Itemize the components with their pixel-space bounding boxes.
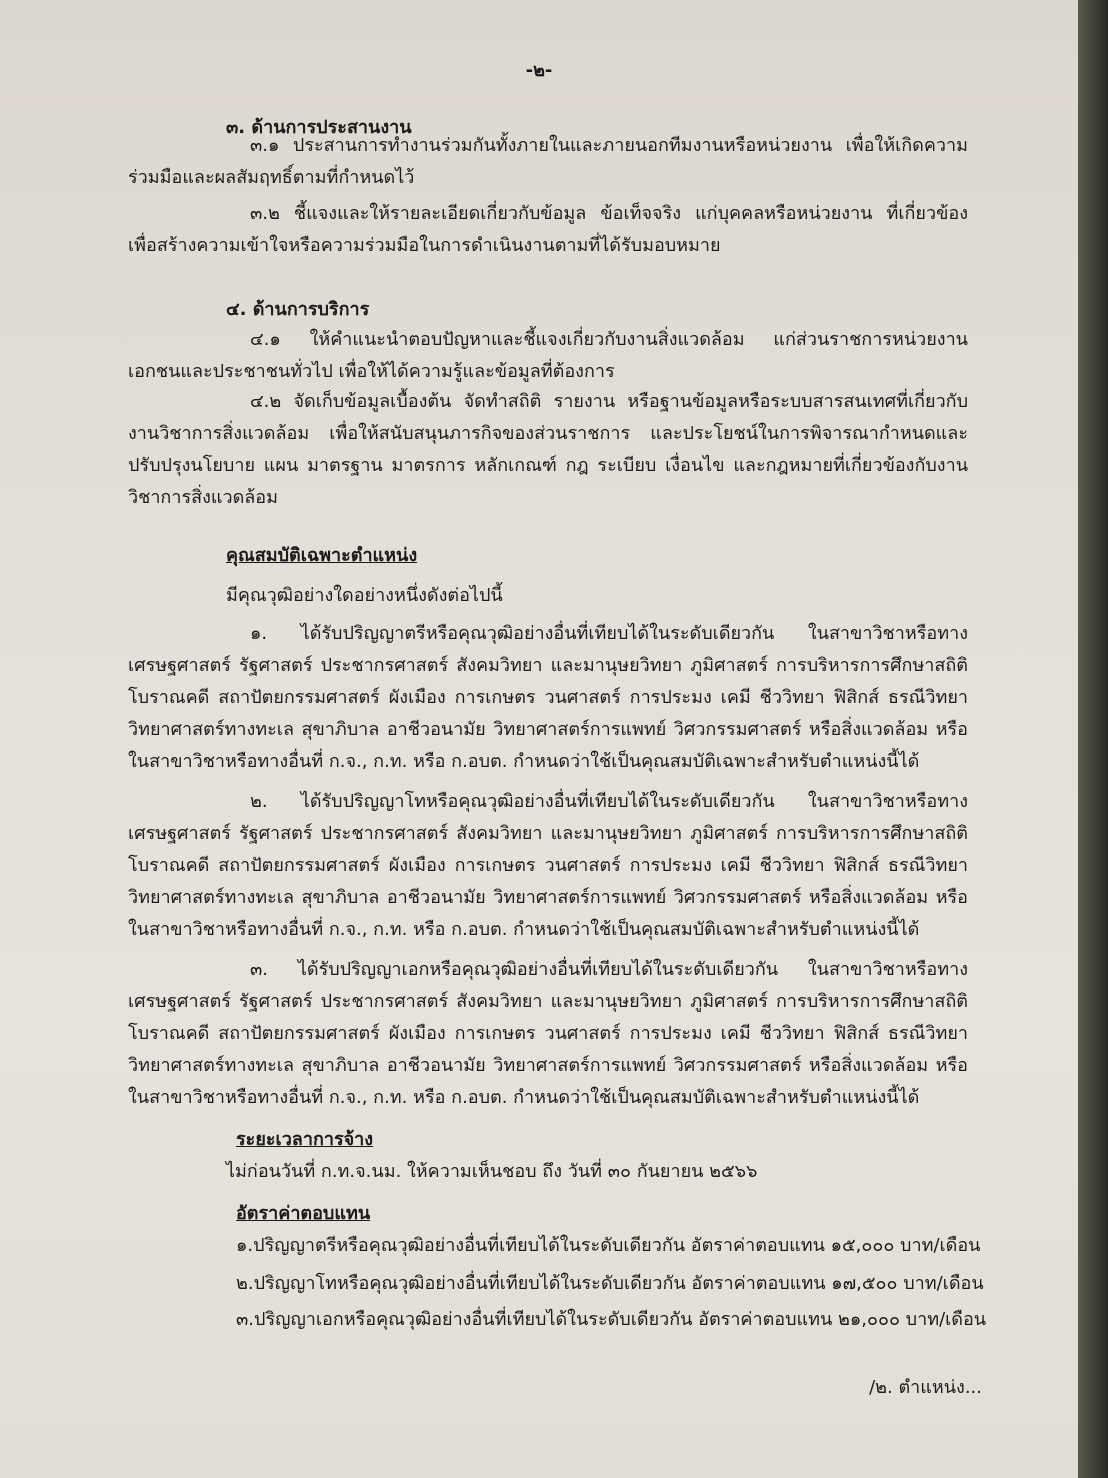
- page-edge-shadow: [1078, 0, 1108, 1478]
- qualification-bachelor: ๑. ได้รับปริญญาตรีหรือคุณวุฒิอย่างอื่นที่เทียบได้ในระดับเดียวกัน ในสาขาวิชาหรือทางเศรษฐศาสตร์ รัฐศาสตร์ ประชากรศาสตร์ สังคมวิทยา และมานุษยวิทยา ภูมิศาสตร์ การบริหารการศึกษาสถิติ โบราณคดี สถาปัตยกรรมศาสตร์ ผังเมือง การเกษตร วนศาสตร์ การประมง เคมี ชีววิทยา ฟิสิกส์ ธรณีวิทยา วิทยาศาสตร์ทางทะเล สุขาภิบาล อาชีวอนามัย วิทยาศาสตร์การแพทย์ วิศวกรรมศาสตร์ หรือสิ่งแวดล้อม หรือในสาขาวิชาหรือทางอื่นที่ ก.จ., ก.ท. หรือ ก.อบต. กำหนดว่าใช้เป็นคุณสมบัติเฉพาะสำหรับตำแหน่งนี้ได้: [128, 623, 968, 772]
- employment-period-text: ไม่ก่อนวันที่ ก.ท.จ.นม. ให้ความเห็นชอบ ถึง วันที่ ๓๐ กันยายน ๒๕๖๖: [226, 1161, 758, 1182]
- paragraph-3-2: ๓.๒ ชี้แจงและให้รายละเอียดเกี่ยวกับข้อมูล ข้อเท็จจริง แก่บุคคลหรือหน่วยงาน ที่เกี่ยวข้อง เพื่อสร้างความเข้าใจหรือความร่วมมือในการดำเนินงานตามที่ได้รับมอบหมาย: [128, 203, 968, 256]
- heading-coordination: ๓. ด้านการประสานงาน: [226, 117, 412, 138]
- paragraph-4-1: ๔.๑ ให้คำแนะนำตอบปัญหาและชี้แจงเกี่ยวกับงานสิ่งแวดล้อม แก่ส่วนราชการหน่วยงานเอกชนและประชาชนทั่วไป เพื่อให้ได้ความรู้และข้อมูลที่ต้องการ: [128, 329, 968, 382]
- qualification-doctorate: ๓. ได้รับปริญญาเอกหรือคุณวุฒิอย่างอื่นที่เทียบได้ในระดับเดียวกัน ในสาขาวิชาหรือทางเศรษฐศาสตร์ รัฐศาสตร์ ประชากรศาสตร์ สังคมวิทยา และมานุษยวิทยา ภูมิศาสตร์ การบริหารการศึกษาสถิติ โบราณคดี สถาปัตยกรรมศาสตร์ ผังเมือง การเกษตร วนศาสตร์ การประมง เคมี ชีววิทยา ฟิสิกส์ ธรณีวิทยา วิทยาศาสตร์ทางทะเล สุขาภิบาล อาชีวอนามัย วิทยาศาสตร์การแพทย์ วิศวกรรมศาสตร์ หรือสิ่งแวดล้อม หรือในสาขาวิชาหรือทางอื่นที่ ก.จ., ก.ท. หรือ ก.อบต. กำหนดว่าใช้เป็นคุณสมบัติเฉพาะสำหรับตำแหน่งนี้ได้: [128, 959, 968, 1108]
- qualifications-intro: มีคุณวุฒิอย่างใดอย่างหนึ่งดังต่อไปนี้: [226, 585, 503, 606]
- page-number: -๒-: [525, 60, 553, 81]
- heading-service: ๔. ด้านการบริการ: [226, 299, 370, 320]
- paragraph-3-1: ๓.๑ ประสานการทำงานร่วมกันทั้งภายในและภายนอกทีมงานหรือหน่วยงาน เพื่อให้เกิดความร่วมมือและผลสัมฤทธิ์ตามที่กำหนดไว้: [128, 135, 968, 188]
- heading-compensation: อัตราค่าตอบแทน: [236, 1203, 371, 1224]
- compensation-doctorate: ๓.ปริญญาเอกหรือคุณวุฒิอย่างอื่นที่เทียบได้ในระดับเดียวกัน อัตราค่าตอบแทน ๒๑,๐๐๐ บาท/เดือน: [236, 1309, 987, 1330]
- compensation-master: ๒.ปริญญาโทหรือคุณวุฒิอย่างอื่นที่เทียบได้ในระดับเดียวกัน อัตราค่าตอบแทน ๑๗,๕๐๐ บาท/เดือน: [236, 1273, 984, 1294]
- paragraph-4-2: ๔.๒ จัดเก็บข้อมูลเบื้องต้น จัดทำสถิติ รายงาน หรือฐานข้อมูลหรือระบบสารสนเทศที่เกี่ยวกับงานวิชาการสิ่งแวดล้อม เพื่อให้สนับสนุนภารกิจของส่วนราชการ และประโยชน์ในการพิจารณากำหนดและปรับปรุงนโยบาย แผน มาตรฐาน มาตรการ หลักเกณฑ์ กฎ ระเบียบ เงื่อนไข และกฎหมายที่เกี่ยวข้องกับงานวิชาการสิ่งแวดล้อม: [128, 391, 968, 508]
- compensation-bachelor: ๑.ปริญญาตรีหรือคุณวุฒิอย่างอื่นที่เทียบได้ในระดับเดียวกัน อัตราค่าตอบแทน ๑๕,๐๐๐ บาท/เดือน: [236, 1235, 981, 1256]
- qualification-master: ๒. ได้รับปริญญาโทหรือคุณวุฒิอย่างอื่นที่เทียบได้ในระดับเดียวกัน ในสาขาวิชาหรือทางเศรษฐศาสตร์ รัฐศาสตร์ ประชากรศาสตร์ สังคมวิทยา และมานุษยวิทยา ภูมิศาสตร์ การบริหารการศึกษาสถิติ โบราณคดี สถาปัตยกรรมศาสตร์ ผังเมือง การเกษตร วนศาสตร์ การประมง เคมี ชีววิทยา ฟิสิกส์ ธรณีวิทยา วิทยาศาสตร์ทางทะเล สุขาภิบาล อาชีวอนามัย วิทยาศาสตร์การแพทย์ วิศวกรรมศาสตร์ หรือสิ่งแวดล้อม หรือในสาขาวิชาหรือทางอื่นที่ ก.จ., ก.ท. หรือ ก.อบต. กำหนดว่าใช้เป็นคุณสมบัติเฉพาะสำหรับตำแหน่งนี้ได้: [128, 791, 968, 940]
- heading-qualifications: คุณสมบัติเฉพาะตำแหน่ง: [226, 545, 418, 566]
- heading-employment-period: ระยะเวลาการจ้าง: [236, 1129, 374, 1150]
- continuation-note: /๒. ตำแหน่ง...: [869, 1377, 982, 1398]
